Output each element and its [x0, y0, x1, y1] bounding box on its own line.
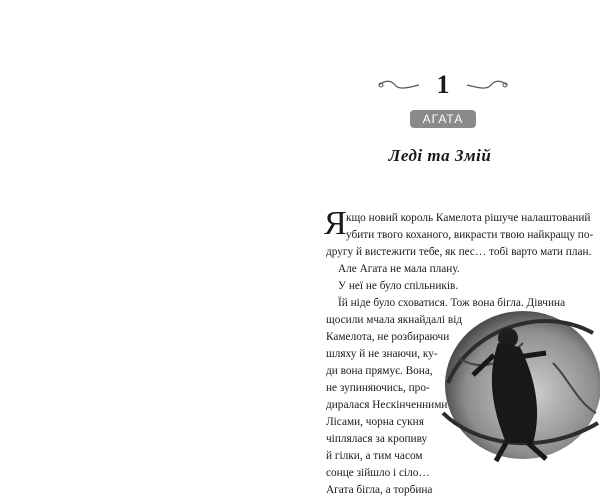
- text-line: другу й вистежити тебе, як пес… тобі варто мати план.: [326, 246, 592, 258]
- text-line: Але Агата не мала плану.: [338, 263, 460, 275]
- text-line: ди вона прямує. Вона,: [326, 365, 433, 377]
- text-line: Агата бігла, а торбина: [326, 484, 433, 496]
- drop-cap: Я: [324, 205, 347, 242]
- text-line: диралася Нескінченними: [326, 399, 448, 411]
- text-line: Камелота, не розбираючи: [326, 331, 450, 343]
- text-line: не зупиняючись, про-: [326, 382, 430, 394]
- text-line: кщо новий король Камелота рішуче налаштований: [346, 212, 591, 224]
- text-line: шляху й не знаючи, ку-: [326, 348, 438, 360]
- chapter-title: Леді та Змій: [388, 146, 492, 165]
- text-line: Лісами, чорна сукня: [326, 416, 424, 428]
- text-line: сонце зійшло і сіло…: [326, 467, 430, 479]
- text-line: Їй ніде було сховатися. Тож вона бігла. Дівчина: [338, 297, 566, 309]
- forest-girl-illustration: [428, 293, 600, 462]
- text-line: У неї не було спільників.: [338, 280, 459, 292]
- text-line: убити твого коханого, викрасти твою найкращу по-: [346, 229, 594, 241]
- chapter-label-badge: АГАТА: [410, 110, 476, 128]
- right-flourish-ornament: [465, 80, 509, 90]
- text-line: чіплялася за кропиву: [326, 433, 428, 445]
- chapter-header: [383, 72, 503, 132]
- text-line: й гілки, а тим часом: [326, 450, 423, 462]
- chapter-number: 1: [436, 70, 450, 99]
- text-line: щосили мчала якнайдалі від: [326, 314, 463, 326]
